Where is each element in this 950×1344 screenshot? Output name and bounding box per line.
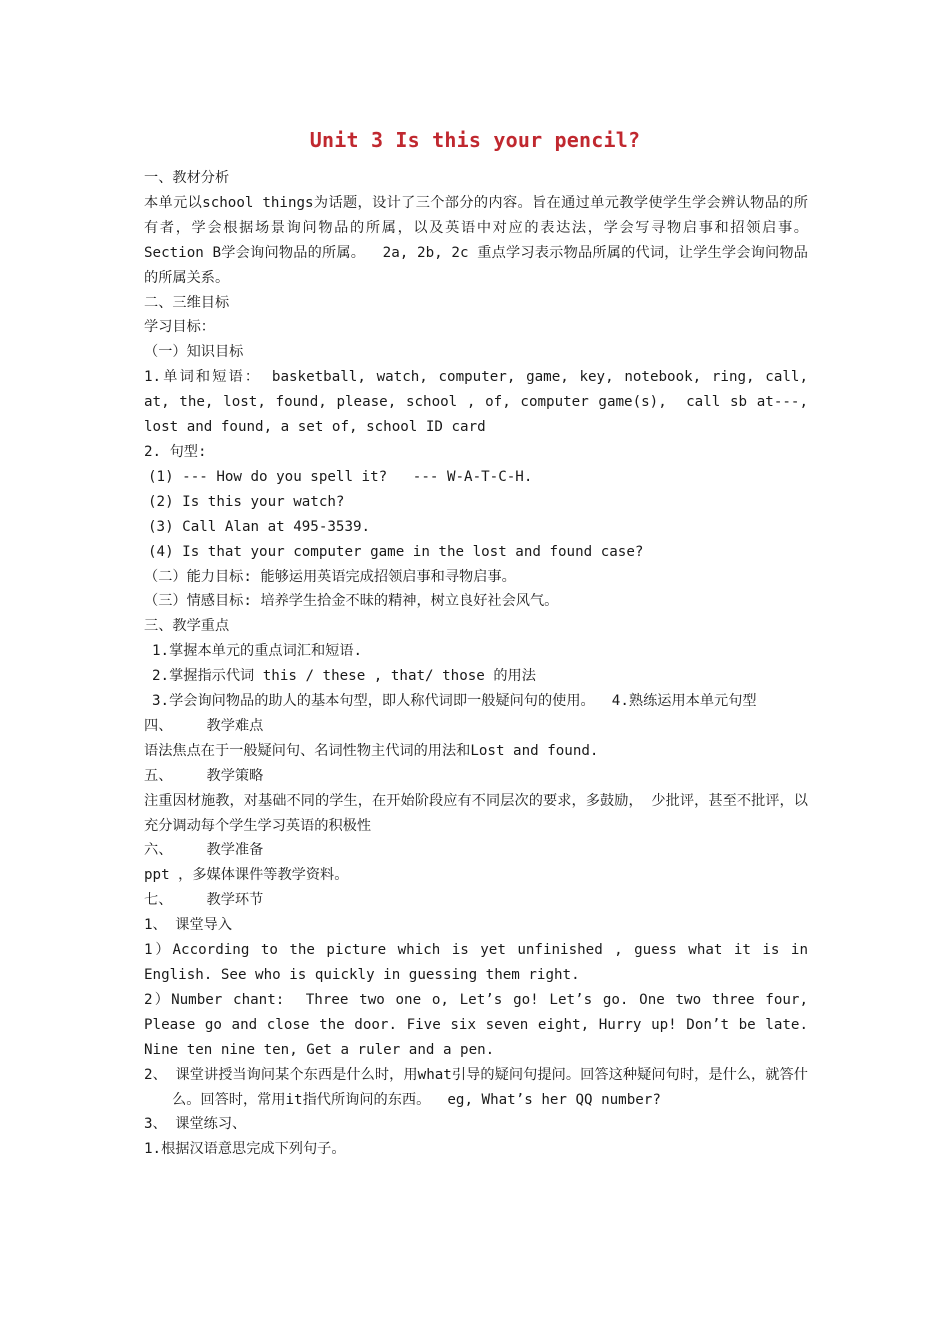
key-point-1: 1.掌握本单元的重点词汇和短语.: [152, 643, 363, 660]
practice-item-1: 1.根据汉语意思完成下列句子。: [144, 1141, 346, 1158]
paragraph-preparation: ppt ，多媒体课件等教学资料。: [144, 867, 349, 884]
heading-knowledge-goals: （一）知识目标: [144, 344, 244, 361]
paragraph-vocabulary: 1.单词和短语： basketball, watch, computer, game, key, notebook, ring, call, at, the, lost, found, please, school , of, computer game(s), call sb at---, lost and found, a set of, school ID card: [144, 369, 817, 436]
sentence-pattern-4: (4) Is that your computer game in the lost and found case?: [148, 543, 644, 560]
heading-strategy: 五、 教学策略: [144, 767, 264, 784]
heading-preparation: 六、 教学准备: [144, 842, 264, 859]
heading-key-points: 三、教学重点: [144, 618, 230, 635]
paragraph-difficulties: 语法焦点在于一般疑问句、名词性物主代词的用法和Lost and found.: [144, 742, 599, 759]
heading-teaching-steps: 七、 教学环节: [144, 892, 264, 909]
key-point-3: 3.学会询问物品的助人的基本句型，即人称代词即一般疑问句的使用。 4.熟练运用本单元句型: [152, 693, 757, 710]
heading-learning-goals: 学习目标：: [144, 319, 215, 336]
heading-objectives: 二、三维目标: [144, 294, 230, 311]
paragraph-strategy: 注重因材施教，对基础不同的学生，在开始阶段应有不同层次的要求，多鼓励， 少批评，甚至不批评，以充分调动每个学生学习英语的积极性: [144, 792, 808, 834]
document-body: [144, 166, 817, 1162]
lead-in-activity-2: 2）Number chant: Three two one o, Let’s go! Let’s go. One two three four, Please go and close the door. Five six seven eight, Hurry up! Don’t be late. Nine ten nine ten, Get a ruler and a pen.: [144, 991, 817, 1058]
emotion-goals: （三）情感目标: 培养学生拾金不昧的精神，树立良好社会风气。: [144, 593, 559, 610]
step-practice: 3、 课堂练习、: [144, 1116, 247, 1133]
document-title: Unit 3 Is this your pencil?: [309, 128, 641, 152]
step-lecture: 2、 课堂讲授当询问某个东西是什么时，用what引导的疑问句提问。回答这种疑问句时，是什么，就答什么。回答时，常用it指代所询问的东西。 eg, What’s her QQ number?: [144, 1066, 808, 1108]
heading-difficulties: 四、 教学难点: [144, 717, 264, 734]
step-lead-in: 1、 课堂导入: [144, 917, 233, 934]
sentence-pattern-2: (2) Is this your watch?: [148, 493, 345, 510]
sentence-pattern-3: (3) Call Alan at 495-3539.: [148, 518, 371, 535]
ability-goals: （二）能力目标: 能够运用英语完成招领启事和寻物启事。: [144, 568, 516, 585]
sentence-pattern-1: (1) --- How do you spell it? --- W-A-T-C-H.: [148, 468, 533, 485]
heading-sentence-patterns: 2. 句型:: [144, 443, 207, 460]
lead-in-activity-1: 1）According to the picture which is yet unfinished , guess what it is in English. See who is quickly in guessing them right.: [144, 942, 817, 983]
key-point-2: 2.掌握指示代词 this / these , that/ those 的用法: [152, 668, 536, 685]
heading-textbook-analysis: 一、教材分析: [144, 170, 230, 186]
paragraph-unit-overview: 本单元以school things为话题，设计了三个部分的内容。旨在通过单元教学使学生学会辨认物品的所有者，学会根据场景询问物品的所属，以及英语中对应的表达法，学会写寻物启事和招领启事。 Section B学会询问物品的所属。 2a, 2b, 2c 重点学习表示物品所属的代词，让学生学会询问物品的所属关系。: [144, 194, 817, 286]
